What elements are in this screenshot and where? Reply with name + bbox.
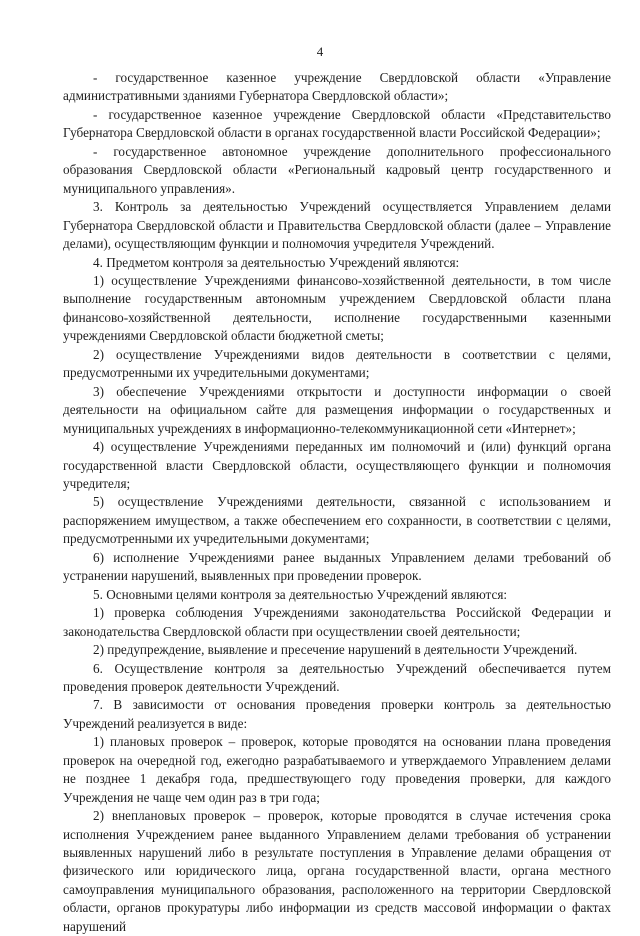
paragraph: 4. Предметом контроля за деятельностью Учреждений являются: — [93, 254, 460, 270]
paragraph: 6) исполнение Учреждениями ранее выданных Управлением делами требований об устранении нарушений, выявленных при проведении проверок. — [63, 549, 611, 584]
paragraph: 2) предупреждение, выявление и пресечение нарушений в деятельности Учреждений. — [93, 642, 578, 658]
document-body — [63, 69, 611, 936]
paragraph: 3. Контроль за деятельностью Учреждений осуществляется Управлением делами Губернатора Свердловской области и Правительства Свердловской области (далее – Управление делами), осуществляющим функции и полномочия учредителя Учреждений. — [63, 199, 611, 252]
paragraph: 5) осуществление Учреждениями деятельности, связанной с использованием и распоряжением имуществом, а также обеспечением его сохранности, в соответствии с целями, предусмотренными их учредительными документами; — [63, 494, 611, 547]
page-number: 4 — [316, 44, 324, 59]
paragraph: 6. Осуществление контроля за деятельностью Учреждений обеспечивается путем проведения проверок деятельности Учреждений. — [63, 660, 611, 694]
paragraph: 1) плановых проверок – проверок, которые проводятся на основании плана проведения проверок на очередной год, ежегодно разрабатываемого и утверждаемого Управлением делами не позднее 1 декабря года, предшествующего году проведения проверки, для каждого Учреждения не чаще чем один раз в три года; — [63, 734, 611, 805]
paragraph: 7. В зависимости от основания проведения проверки контроль за деятельностью Учреждений реализуется в виде: — [63, 697, 611, 731]
paragraph: - государственное автономное учреждение дополнительного профессионального образования Свердловской области «Региональный кадровый центр государственного и муниципального управления». — [63, 143, 611, 196]
paragraph: 4) осуществление Учреждениями переданных им полномочий и (или) функций органа государственной власти Свердловской области, осуществляющего функции и полномочия учредителя; — [63, 439, 611, 491]
paragraph: - государственное казенное учреждение Свердловской области «Управление административными зданиями Губернатора Свердловской области»; — [63, 70, 611, 104]
paragraph: 2) осуществление Учреждениями видов деятельности в соответствии с целями, предусмотренными их учредительными документами; — [63, 346, 611, 381]
paragraph: 1) проверка соблюдения Учреждениями законодательства Российской Федерации и законодательства Свердловской области при осуществлении своей деятельности; — [63, 605, 611, 639]
paragraph: 3) обеспечение Учреждениями открытости и доступности информации о своей деятельности на официальном сайте для размещения информации о государственных и муниципальных учреждениях в информационно-телекоммуникационной сети «Интернет»; — [63, 383, 611, 436]
paragraph: - государственное казенное учреждение Свердловской области «Представительство Губернатора Свердловской области в органах государственной власти Российской Федерации»; — [63, 106, 611, 141]
paragraph: 1) осуществление Учреждениями финансово-хозяйственной деятельности, в том числе выполнение государственным автономным учреждением Свердловской области плана финансово-хозяйственной деятельности, исполнение государственными казенными учреждениями Свердловской области бюджетной сметы; — [63, 272, 611, 344]
paragraph: 5. Основными целями контроля за деятельностью Учреждений являются: — [93, 586, 508, 602]
paragraph: 2) внеплановых проверок – проверок, которые проводятся в случае истечения срока исполнения Учреждением ранее выданного Управлением делами требования об устранении выявленных нарушений либо в результате поступления в Управление делами обращения от физического или юридического лица, органа государственной власти, органа местного самоуправления муниципального образования, расположенного на территории Свердловской области, органов прокуратуры либо информации из средств массовой информации о фактах нарушений — [63, 808, 611, 934]
